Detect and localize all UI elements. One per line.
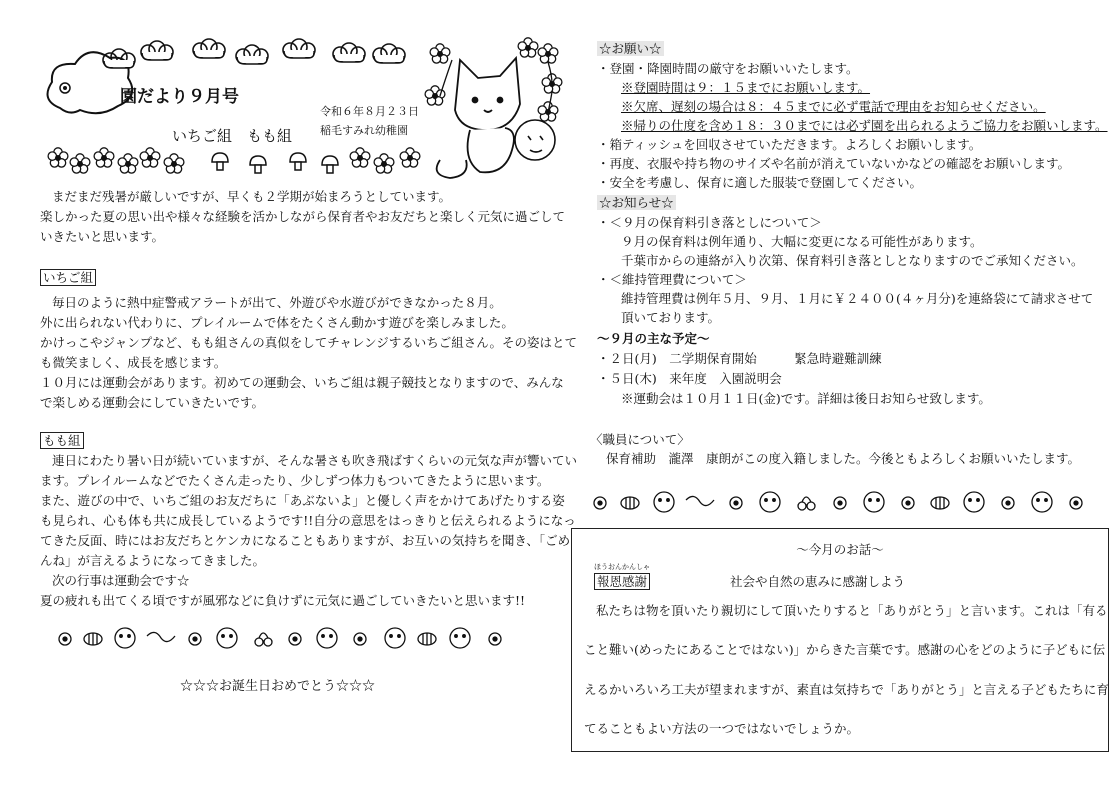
- notice-item: ９月の保育料は例年通り、大幅に変更になる可能性があります。: [621, 234, 983, 249]
- bee-icon: [418, 633, 436, 645]
- story-subtitle: 社会や自然の恵みに感謝しよう: [730, 574, 906, 589]
- cloud-icon: [236, 45, 268, 64]
- cloud-icon: [373, 44, 405, 63]
- ichigo-line: １０月には運動会があります。初めての運動会、いちご組は親子競技となりますので、みんな: [40, 375, 564, 390]
- chick-icon: [317, 628, 337, 648]
- notice-item: 頂いております。: [621, 310, 721, 325]
- flower-icon: [594, 497, 606, 509]
- ichigo-line: 外に出られない代わりに、プレイルームで体をたくさん動かす遊びを楽しみました。: [40, 315, 514, 330]
- cloud-icon: [283, 39, 315, 58]
- schedule-item: ※運動会は１０月１１日(金)です。詳細は後日お知らせ致します。: [621, 391, 991, 406]
- page-title: 園だより９月号: [120, 87, 239, 107]
- staff-heading: 〈職員について〉: [590, 432, 690, 447]
- chick-icon: [450, 628, 470, 648]
- momo-line: また、遊びの中で、いちご組のお友だちに「あぶないよ」と優しく声をかけてあげたりする姿: [40, 493, 565, 508]
- flower-icon: [354, 633, 366, 645]
- notice-item: ・＜維持管理費について＞: [597, 272, 747, 287]
- cloud-icon: [193, 39, 225, 58]
- story-term-ruby: ほうおんかんしゃ: [594, 563, 650, 571]
- bee-icon: [931, 497, 949, 509]
- flower-icon: [1002, 497, 1014, 509]
- intro-line: 楽しかった夏の思い出や様々な経験を活かしながら保育者やお友だちと楽しく元気に過ごして: [40, 209, 566, 224]
- decorative-border: [590, 488, 1090, 518]
- flower-icon: [189, 633, 201, 645]
- squirrel-icon: [515, 120, 555, 160]
- notice-item: 千葉市からの連絡が入り次第、保育料引き落としとなりますのでご承知ください。: [621, 253, 1084, 268]
- ichigo-line: で楽しめる運動会にしていきたいです。: [40, 395, 265, 410]
- issue-date: 令和６年８月２３日: [320, 105, 419, 118]
- birthday-heading: ☆☆☆お誕生日おめでとう☆☆☆: [180, 679, 376, 694]
- ichigo-label: いちご組: [40, 269, 96, 286]
- story-term-label: 報恩感謝: [594, 573, 650, 590]
- decorative-border: [55, 624, 515, 654]
- flower-icon: [489, 633, 501, 645]
- requests-heading: ☆お願い☆: [599, 41, 662, 56]
- story-box: [571, 528, 1109, 752]
- request-item: ※登園時間は９：１５までにお願いします。: [621, 80, 871, 95]
- story-line: えるかいろいろ工夫が望まれますが、素直は気持ちで「ありがとう」と言える子どもたちに育: [584, 682, 1109, 697]
- ichigo-line: 毎日のように熱中症警戒アラートが出て、外遊びや水遊びができなかった８月。: [52, 295, 502, 310]
- story-line: 私たちは物を頂いたり親切にして頂いたりすると「ありがとう」と言います。これは「有る: [596, 603, 1108, 618]
- notice-item: ・＜９月の保育料引き落としについて＞: [597, 215, 822, 230]
- flower-icon: [834, 497, 846, 509]
- staff-line: 保育補助 瀧澤 康朗がこの度入籍しました。今後ともよろしくお願いいたします。: [606, 451, 1081, 466]
- chick-icon: [864, 492, 884, 512]
- request-item: ※欠席、遅刻の場合は８：４５までに必ず電話で理由をお知らせください。: [621, 99, 1046, 114]
- story-title: ～今月のお話～: [796, 542, 884, 557]
- momo-line: ます。プレイルームなどでたくさん走ったり、少しずつ体力もついてきたように思います。: [40, 473, 550, 488]
- cloud-icon: [333, 43, 365, 62]
- flower-icon: [59, 633, 71, 645]
- story-line: こと難い(めったにあることではない)」からきた言葉です。感謝の心をどのように子どもに伝: [584, 642, 1106, 657]
- flower-icon: [902, 497, 914, 509]
- momo-line: も見られ、心も体も共に成長しているようです!!自分の意思をはっきりと伝えられるようになっ: [40, 513, 576, 528]
- cherry-icon: [255, 633, 272, 646]
- class-names: いちご組 もも組: [172, 127, 293, 145]
- intro-line: いきたいと思います。: [40, 229, 165, 244]
- schedule-item: ・５日(木) 来年度 入園説明会: [597, 371, 782, 386]
- momo-line: んね」が言えるようになってきました。: [40, 553, 266, 568]
- momo-label: もも組: [40, 432, 84, 449]
- momo-line: てきた反面、時にはお友だちとケンカになることもありますが、お互いの気持ちを聞き、「ごめ: [40, 533, 571, 548]
- story-line: てることもよい方法の一つではないでしょうか。: [584, 721, 860, 736]
- chick-icon: [654, 492, 674, 512]
- request-item: ・再度、衣服や持ち物のサイズや名前が消えていないかなどの確認をお願いします。: [597, 156, 1071, 171]
- momo-line: 夏の疲れも出てくる頃ですが風邪などに負けずに元気に過ごしていきたいと思います!!: [40, 593, 526, 608]
- story-term: [594, 573, 650, 591]
- notices-heading: ☆お知らせ☆: [599, 195, 674, 210]
- chick-icon: [760, 492, 780, 512]
- notice-item: 維持管理費は例年５月、９月、１月に￥２４００(４ヶ月分)を連絡袋にて請求させて: [621, 291, 1094, 306]
- intro-line: まだまだ残暑が厳しいですが、早くも２学期が始まろうとしています。: [52, 189, 452, 204]
- bee-icon: [84, 633, 102, 645]
- request-item: ・安全を考慮し、保育に適した服装で登園してください。: [597, 175, 923, 190]
- chick-icon: [217, 628, 237, 648]
- cloud-icon: [141, 41, 173, 60]
- school-name: 稲毛すみれ幼稚園: [320, 124, 408, 137]
- fox-icon: [437, 58, 520, 178]
- flower-icon: [1070, 497, 1082, 509]
- schedule-heading: ～９月の主な予定～: [597, 331, 710, 346]
- request-item: ・登園・降園時間の厳守をお願いいたします。: [597, 61, 859, 76]
- schedule-item: ・２日(月) 二学期保育開始 緊急時避難訓練: [597, 351, 882, 366]
- chick-icon: [115, 628, 135, 648]
- header-decoration: [0, 0, 580, 180]
- momo-line: 次の行事は運動会です☆: [52, 573, 190, 588]
- flower-icon: [48, 148, 420, 173]
- request-item: ・箱ティッシュを回収させていただきます。よろしくお願いします。: [597, 137, 982, 152]
- cherry-icon: [798, 497, 815, 510]
- chick-icon: [1032, 492, 1052, 512]
- bee-icon: [621, 497, 639, 509]
- chick-icon: [385, 628, 405, 648]
- mushroom-icon: [212, 153, 338, 173]
- ichigo-line: かけっこやジャンプなど、もも組さんの真似をしてチャレンジするいちご組さん。その姿はとて: [40, 335, 578, 350]
- flower-icon: [289, 633, 301, 645]
- momo-line: 連日にわたり暑い日が続いていますが、そんな暑さも吹き飛ばすくらいの元気な声が響いてい: [52, 453, 578, 468]
- flower-icon: [730, 497, 742, 509]
- chick-icon: [964, 492, 984, 512]
- ichigo-line: も微笑ましく、成長を感じます。: [40, 355, 227, 370]
- request-item: ※帰りの仕度を含め１８：３０までには必ず園を出られるようご協力をお願いします。: [621, 118, 1108, 133]
